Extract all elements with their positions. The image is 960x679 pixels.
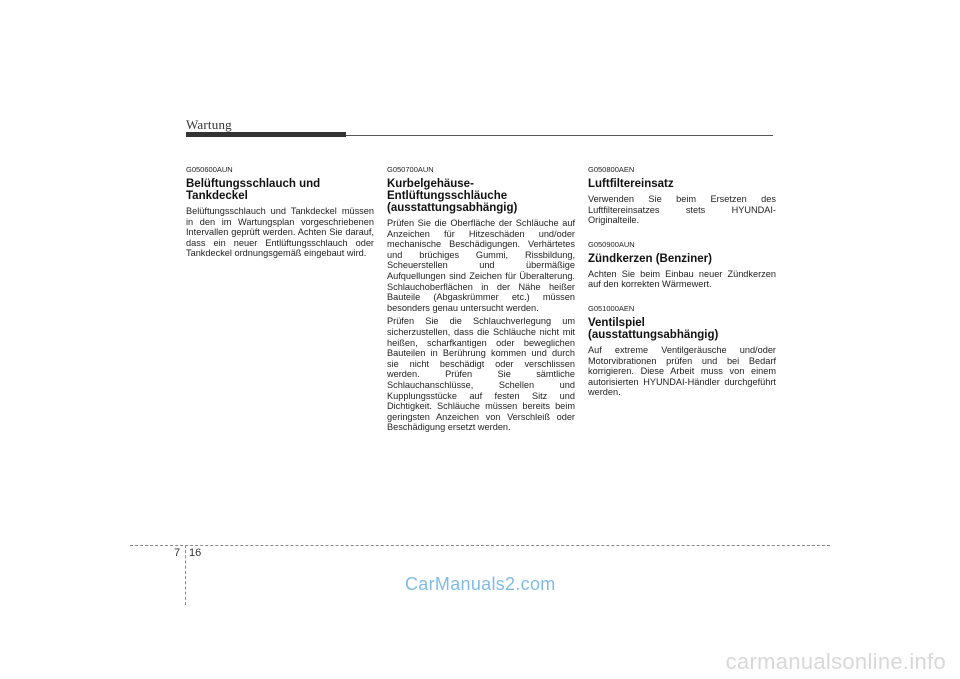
section-heading: Belüftungsschlauch und Tankdeckel [186,178,321,202]
section-block [588,304,776,398]
body-paragraph: Prüfen Sie die Oberfläche der Schläuche auf Anzeichen für Hitzeschäden und/oder mechanische Beschädigungen. Verhärtetes und brüchiges Gummi, Rissbildung, Scheuerstellen und übermäßige Aufquellungen sind Zeichen für Überalterung. Schlauchoberflächen in der Nähe heißer Bauteile (Abgaskrümmer etc.) müssen besonders genau untersucht werden. [387,218,575,313]
watermark-link[interactable]: CarManuals2.com [405,574,556,594]
section-block [588,240,776,290]
header-bar [186,132,346,137]
footer-rule [130,545,830,546]
section-code: G051000AEN [588,303,635,313]
section-code: G050900AUN [588,239,635,249]
body-paragraph: Prüfen Sie die Schlauchverlegung um sicherzustellen, dass die Schläuche nicht mit heißen, scharfkantigen oder beweglichen Bauteilen in Berührung kommen und durch sie nicht beschädigt oder verschlissen werden. Prüfen Sie sämtliche Schlauchanschlüsse, Schellen und Kupplungsstücke auf festen Sitz und Dichtigkeit. Schläuche müssen bereits beim geringsten Anzeichen von Verschleiß oder Beschädigung ersetzt werden. [387,316,575,433]
column-3 [588,165,776,412]
body-paragraph: Achten Sie beim Einbau neuer Zündkerzen auf den korrekten Wärmewert. [588,268,776,290]
header-rule [346,135,773,136]
section-code: G050700AUN [387,165,434,174]
section-code: G050600AUN [186,165,233,174]
section-block [588,165,776,226]
section-heading: Ventilspiel (ausstattungsabhängig) [588,316,719,341]
footer-divider [185,545,186,605]
watermark-text: carmanualsonline.info [725,649,946,674]
body-paragraph: Auf extreme Ventilgeräusche und/oder Motorvibrationen prüfen und bei Bedarf korrigieren. Diese Arbeit muss von einem autorisierten HYUNDAI-Händler durchgeführt werden. [588,344,776,398]
column-2 [387,165,575,447]
body-paragraph: Belüftungsschlauch und Tankdeckel müssen in den im Wartungsplan vorgeschriebenen Intervallen geprüft werden. Achten Sie darauf, dass ein neuer Entlüftungsschlauch oder Tankdeckel ordnungsgemäß eingebaut wird. [186,206,374,259]
section-block [387,165,575,433]
chapter-number: 7 [174,547,181,559]
section-heading: Kurbelgehäuse-Entlüftungsschläuche (ausstattungsabhängig) [387,178,518,214]
section-heading: Luftfiltereinsatz [588,178,674,190]
section-title: Wartung [186,117,232,132]
page-number: 16 [189,547,202,559]
section-heading: Zündkerzen (Benziner) [588,252,712,265]
body-paragraph: Verwenden Sie beim Ersetzen des Luftfiltereinsatzes stets HYUNDAI-Originalteile. [588,194,776,226]
section-code: G050800AEN [588,165,635,174]
column-1 [186,165,374,273]
section-block [186,165,374,259]
